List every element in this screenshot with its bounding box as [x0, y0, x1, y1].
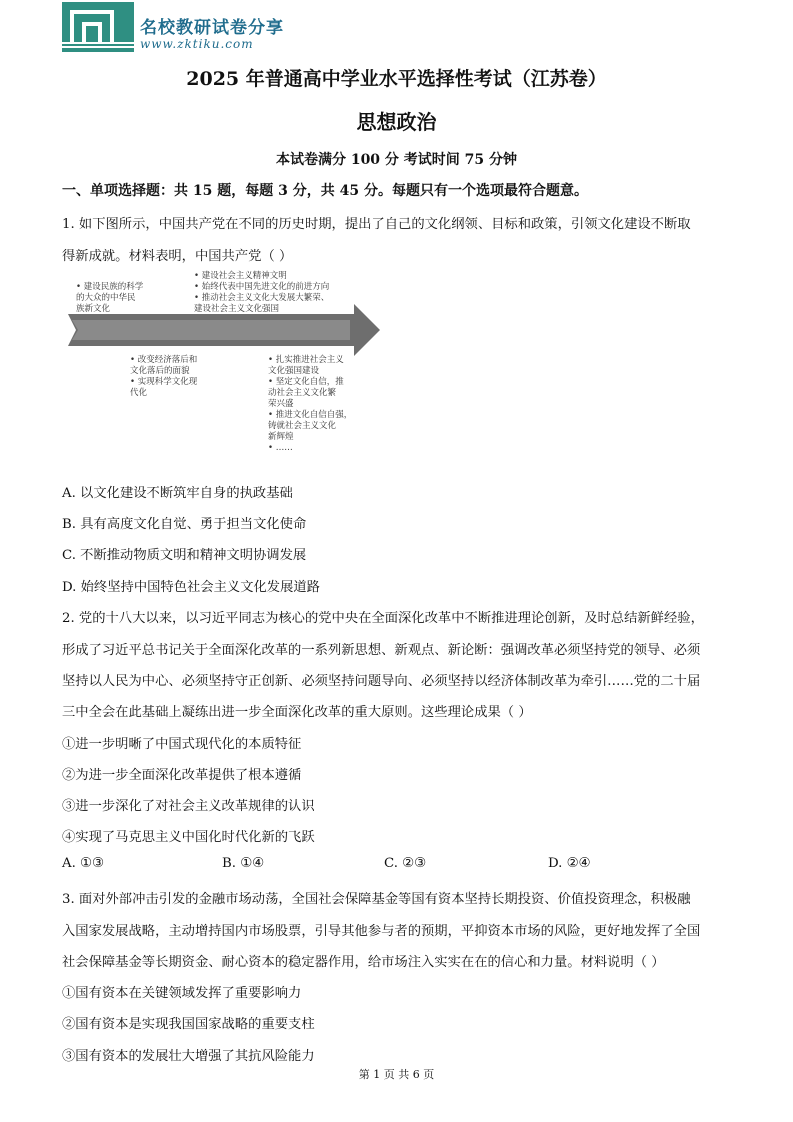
q2-item-1: ①进一步明晰了中国式现代化的本质特征: [62, 737, 302, 752]
q2-option-b: B. ①④: [222, 856, 265, 871]
q2-option-c: C. ②③: [384, 856, 426, 871]
q2-option-d: D. ②④: [548, 856, 591, 871]
q1-option-c: C. 不断推动物质文明和精神文明协调发展: [62, 548, 307, 563]
diagram-top-left: • 建设民族的科学 的大众的中华民 族新文化: [76, 282, 144, 314]
q1-option-b: B. 具有高度文化自觉、勇于担当文化使命: [62, 517, 307, 532]
q1-timeline-diagram: [62, 268, 382, 464]
q2-item-4: ④实现了马克思主义中国化时代化新的飞跃: [62, 830, 315, 845]
q2-item-3: ③进一步深化了对社会主义改革规律的认识: [62, 799, 315, 814]
diagram-bottom-right: • 扎实推进社会主义 文化强国建设 • 坚定文化自信，推 动社会主义文化繁 荣兴盛 • 推进文化自信自强， 铸就社会主义文化 新辉煌 • ……: [268, 355, 353, 453]
page-number: 第 1 页 共 6 页: [358, 1068, 435, 1081]
q2-option-a: A. ①③: [62, 856, 104, 871]
q3-stem-line1: 3. 面对外部冲击引发的金融市场动荡，全国社会保障基金等国有资本坚持长期投资、价值投资理念，积极融: [62, 892, 691, 907]
q2-stem-line2: 形成了习近平总书记关于全面深化改革的一系列新思想、新观点、新论断：强调改革必须坚持党的领导、必须: [62, 643, 701, 658]
exam-meta: 本试卷满分 100 分 考试时间 75 分钟: [275, 152, 518, 168]
q1-option-a: A. 以文化建设不断筑牢自身的执政基础: [62, 486, 293, 501]
diagram-top-right: • 建设社会主义精神文明 • 始终代表中国先进文化的前进方向 • 推动社会主义文化大发展大繁荣、 建设社会主义文化强国: [194, 271, 330, 314]
q3-item-1: ①国有资本在关键领域发挥了重要影响力: [62, 986, 302, 1001]
exam-subject: 思想政治: [356, 110, 437, 134]
q1-stem-line1: 1. 如下图所示，中国共产党在不同的历史时期，提出了自己的文化纲领、目标和政策，引领文化建设不断取: [62, 217, 691, 232]
q3-item-3: ③国有资本的发展壮大增强了其抗风险能力: [62, 1049, 315, 1064]
logo-text: 名校教研试卷分享: [140, 18, 284, 38]
q3-stem-line3: 社会保障基金等长期资金、耐心资本的稳定器作用，给市场注入实实在在的信心和力量。材料说明（ ）: [62, 955, 665, 970]
q2-stem-line1: 2. 党的十八大以来，以习近平同志为核心的党中央在全面深化改革中不断推进理论创新，及时总结新鲜经验，: [62, 611, 704, 626]
q1-stem-line2: 得新成就。材料表明，中国共产党（ ）: [62, 249, 293, 264]
section-heading: 一、单项选择题：共 15 题，每题 3 分，共 45 分。每题只有一个选项最符合题意。: [62, 183, 588, 199]
q3-stem-line2: 入国家发展战略，主动增持国内市场股票，引导其他参与者的预期，平抑资本市场的风险，更好地发挥了全国: [62, 924, 701, 939]
q2-stem-line4: 三中全会在此基础上凝练出进一步全面深化改革的重大原则。这些理论成果（ ）: [62, 705, 532, 720]
diagram-bottom-left: • 改变经济落后和 文化落后的面貌 • 实现科学文化现 代化: [130, 355, 198, 398]
q2-item-2: ②为进一步全面深化改革提供了根本遵循: [62, 768, 302, 783]
q3-item-2: ②国有资本是实现我国国家战略的重要支柱: [62, 1017, 315, 1032]
logo-url: www.zktiku.com: [140, 37, 254, 51]
logo-stripes-icon: [62, 40, 134, 52]
q1-option-d: D. 始终坚持中国特色社会主义文化发展道路: [62, 580, 320, 595]
q2-stem-line3: 坚持以人民为中心、必须坚持守正创新、必须坚持问题导向、必须坚持以经济体制改革为牵引……党的二十届: [62, 674, 701, 689]
exam-title: 2025 年普通高中学业水平选择性考试（江苏卷）: [186, 68, 607, 90]
